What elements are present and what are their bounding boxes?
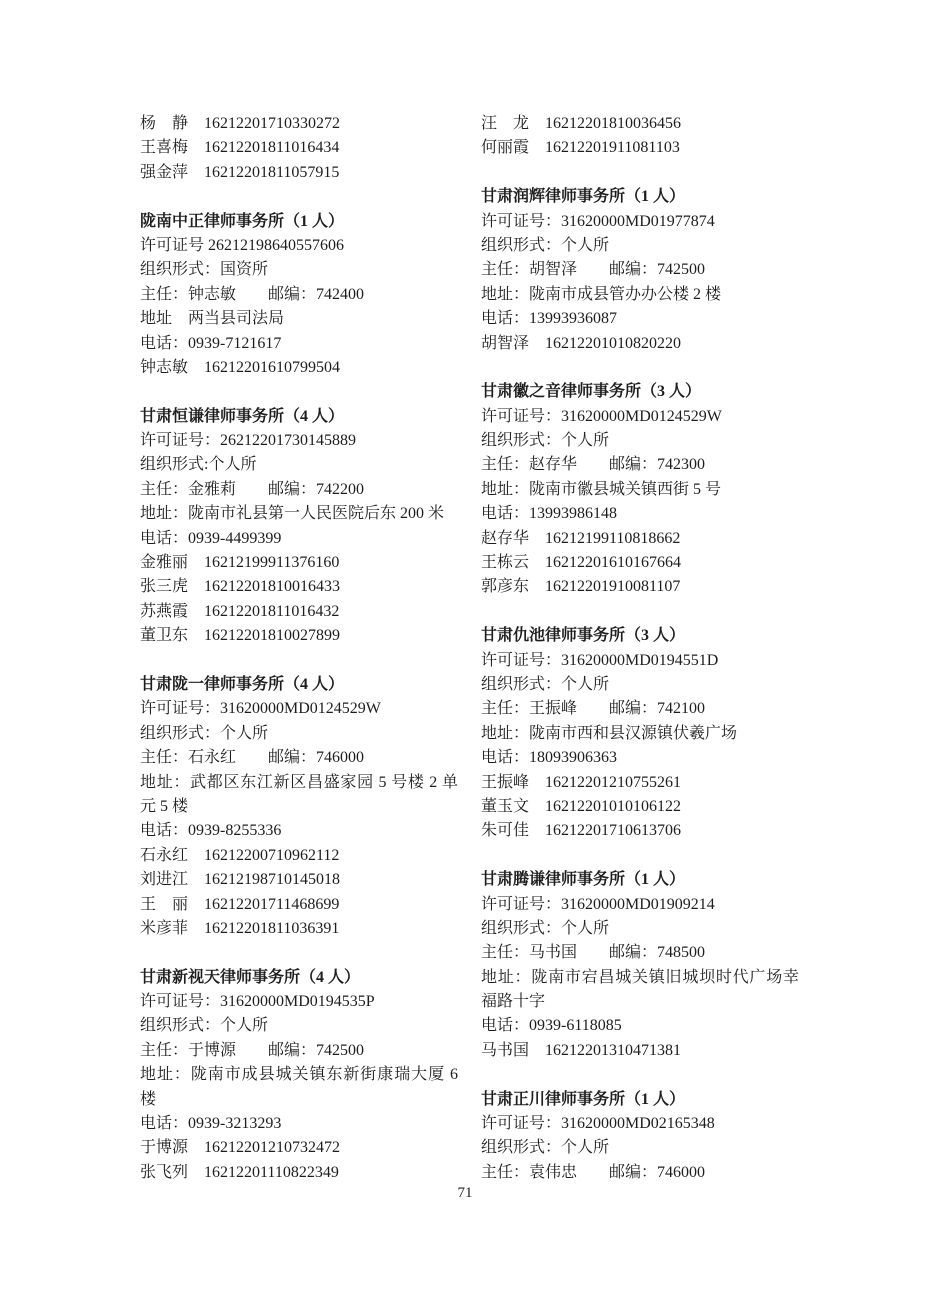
lawyer-license-id: 16212201811016432: [204, 602, 340, 620]
lawyer-name: 汪 龙: [481, 115, 530, 132]
address-continued: 福路十字: [481, 993, 546, 1011]
lawyer-row: [140, 356, 458, 380]
lawyer-row: [481, 819, 799, 843]
phone: 电话：0939-3213293: [140, 1115, 282, 1133]
lawyer-row: [481, 795, 799, 819]
lawyer-row: [140, 600, 458, 624]
lawyer-name: 董玉文: [481, 797, 530, 815]
lawyer-name: 董卫东: [140, 627, 189, 645]
lawyer-name: 张三虎: [140, 578, 189, 596]
address: 地址 两当县司法局: [140, 310, 285, 328]
lawyer-license-id: 16212201210755261: [545, 773, 681, 791]
lawyer-name: 马书国: [481, 1041, 530, 1059]
phone: 电话：0939-7121617: [140, 334, 282, 352]
lawyer-name: 赵存华: [481, 529, 530, 547]
phone: 电话：0939-8255336: [140, 822, 282, 840]
lawyer-license-id: 16212201711468699: [204, 895, 340, 913]
phone: 电话：0939-4499399: [140, 529, 282, 547]
license-number: 许可证号：26212201730145889: [140, 432, 357, 450]
lawyer-name: 王振峰: [481, 773, 530, 791]
address: 地址：陇南市礼县第一人民医院后东 200 米: [140, 505, 445, 523]
lawyer-name: 苏燕霞: [140, 602, 189, 620]
firm-title: 甘肃腾谦律师事务所（1 人）: [481, 871, 686, 889]
org-form: 组织形式：个人所: [481, 236, 610, 254]
director-postcode: 主任：钟志敏 邮编：742400: [140, 285, 365, 303]
phone: 电话：13993986148: [481, 505, 618, 523]
firm-title: 甘肃仇池律师事务所（3 人）: [481, 627, 686, 645]
lawyer-row: [140, 893, 458, 917]
address: 地址：陇南市西和县汉源镇伏羲广场: [481, 724, 738, 742]
phone: 电话：18093906363: [481, 749, 618, 767]
lawyer-license-id: 16212201110822349: [204, 1163, 339, 1181]
director-postcode: 主任：袁伟忠 邮编：746000: [481, 1163, 706, 1181]
address: 地址：陇南市徽县城关镇西街 5 号: [481, 480, 722, 498]
director-postcode: 主任：王振峰 邮编：742100: [481, 700, 706, 718]
lawyer-name: 石永红: [140, 846, 189, 864]
director-postcode: 主任：马书国 邮编：748500: [481, 944, 706, 962]
lawyer-row: [140, 624, 458, 648]
license-number: 许可证号 26212198640557606: [140, 236, 345, 254]
lawyer-name: 朱可佳: [481, 822, 530, 840]
lawyer-name: 胡智泽: [481, 334, 530, 352]
lawyer-license-id: 16212199110818662: [545, 529, 681, 547]
license-number: 许可证号：31620000MD0124529W: [481, 407, 722, 425]
lawyer-row: [481, 332, 799, 356]
firm-title: 陇南中正律师事务所（1 人）: [140, 212, 345, 230]
director-postcode: 主任：金雅莉 邮编：742200: [140, 480, 365, 498]
org-form: 组织形式：个人所: [140, 1017, 269, 1035]
page-number: 71: [457, 1185, 473, 1201]
org-form: 组织形式：个人所: [481, 1139, 610, 1157]
lawyer-license-id: 16212200710962112: [204, 846, 340, 864]
lawyer-row: [140, 868, 458, 892]
address: 地址：武都区东江新区昌盛家园 5 号楼 2 单: [140, 773, 458, 791]
lawyer-name: 钟志敏: [140, 358, 189, 376]
lawyer-name: 郭彦东: [481, 578, 530, 596]
lawyer-row: [481, 575, 799, 599]
lawyer-row: [481, 112, 799, 136]
lawyer-row: [481, 136, 799, 160]
phone: 电话：0939-6118085: [481, 1017, 622, 1035]
firm-title: 甘肃徽之音律师事务所（3 人）: [481, 383, 702, 401]
address: 地址：陇南市成县管办办公楼 2 楼: [481, 285, 722, 303]
director-postcode: 主任：石永红 邮编：746000: [140, 749, 365, 767]
director-postcode: 主任：赵存华 邮编：742300: [481, 456, 706, 474]
lawyer-license-id: 16212201811016434: [204, 139, 340, 157]
lawyer-license-id: 16212201810016433: [204, 578, 340, 596]
left-column: [140, 112, 458, 1185]
lawyer-row: [140, 551, 458, 575]
lawyer-row: [481, 771, 799, 795]
lawyer-license-id: 16212201911081103: [545, 139, 680, 157]
lawyer-name: 强金萍: [140, 163, 189, 181]
lawyer-license-id: 16212201010820220: [545, 334, 681, 352]
lawyer-name: 杨 静: [140, 115, 189, 132]
org-form: 组织形式:个人所: [140, 456, 257, 474]
lawyer-license-id: 16212201910081107: [545, 578, 681, 596]
lawyer-license-id: 16212201710613706: [545, 822, 681, 840]
phone: 电话：13993936087: [481, 310, 618, 328]
lawyer-license-id: 16212201010106122: [545, 797, 681, 815]
lawyer-name: 米彦菲: [140, 919, 189, 937]
firm-title: 甘肃润辉律师事务所（1 人）: [481, 188, 686, 206]
lawyer-name: 张飞列: [140, 1163, 189, 1181]
lawyer-license-id: 16212201610167664: [545, 554, 681, 572]
lawyer-row: [481, 527, 799, 551]
lawyer-license-id: 16212201310471381: [545, 1041, 681, 1059]
org-form: 组织形式：个人所: [481, 432, 610, 450]
lawyer-license-id: 16212201610799504: [204, 358, 340, 376]
director-postcode: 主任：胡智泽 邮编：742500: [481, 261, 706, 279]
lawyer-row: [140, 844, 458, 868]
lawyer-license-id: 16212199911376160: [204, 554, 340, 572]
license-number: 许可证号：31620000MD0194535P: [140, 993, 375, 1011]
org-form: 组织形式：个人所: [481, 919, 610, 937]
firm-title: 甘肃陇一律师事务所（4 人）: [140, 675, 345, 693]
firm-title: 甘肃正川律师事务所（1 人）: [481, 1090, 686, 1108]
lawyer-license-id: 16212201811057915: [204, 163, 340, 181]
lawyer-name: 于博源: [140, 1139, 189, 1157]
license-number: 许可证号：31620000MD0124529W: [140, 700, 381, 718]
lawyer-license-id: 16212201810036456: [545, 115, 681, 132]
license-number: 许可证号：31620000MD01909214: [481, 895, 715, 913]
lawyer-name: 刘进江: [140, 871, 189, 889]
lawyer-row: [140, 917, 458, 941]
lawyer-name: 王 丽: [140, 895, 189, 913]
lawyer-row: [140, 575, 458, 599]
address: 地址：陇南市成县城关镇东新街康瑞大厦 6: [140, 1066, 458, 1084]
lawyer-license-id: 16212198710145018: [204, 871, 340, 889]
lawyer-license-id: 16212201210732472: [204, 1139, 340, 1157]
lawyer-license-id: 16212201811036391: [204, 919, 340, 937]
director-postcode: 主任：于博源 邮编：742500: [140, 1041, 365, 1059]
lawyer-row: [140, 1161, 458, 1185]
lawyer-row: [140, 1136, 458, 1160]
address-continued: 楼: [140, 1090, 157, 1108]
address: 地址：陇南市宕昌城关镇旧城坝时代广场幸: [481, 968, 799, 986]
lawyer-license-id: 16212201810027899: [204, 627, 340, 645]
lawyer-name: 王栋云: [481, 554, 530, 572]
license-number: 许可证号：31620000MD02165348: [481, 1115, 715, 1133]
org-form: 组织形式：个人所: [140, 724, 269, 742]
license-number: 许可证号：31620000MD0194551D: [481, 651, 719, 669]
org-form: 组织形式：国资所: [140, 261, 269, 279]
right-column: [481, 112, 799, 1185]
org-form: 组织形式：个人所: [481, 675, 610, 693]
lawyer-row: [481, 1039, 799, 1063]
license-number: 许可证号：31620000MD01977874: [481, 212, 715, 230]
lawyer-name: 金雅丽: [140, 554, 189, 572]
lawyer-row: [140, 112, 458, 136]
lawyer-row: [481, 551, 799, 575]
lawyer-license-id: 16212201710330272: [204, 115, 340, 132]
lawyer-name: 王喜梅: [140, 139, 189, 157]
lawyer-row: [140, 161, 458, 185]
lawyer-row: [140, 136, 458, 160]
lawyer-name: 何丽霞: [481, 139, 530, 157]
firm-title: 甘肃新视天律师事务所（4 人）: [140, 968, 361, 986]
address-continued: 元 5 楼: [140, 797, 189, 815]
firm-title: 甘肃恒谦律师事务所（4 人）: [140, 407, 345, 425]
